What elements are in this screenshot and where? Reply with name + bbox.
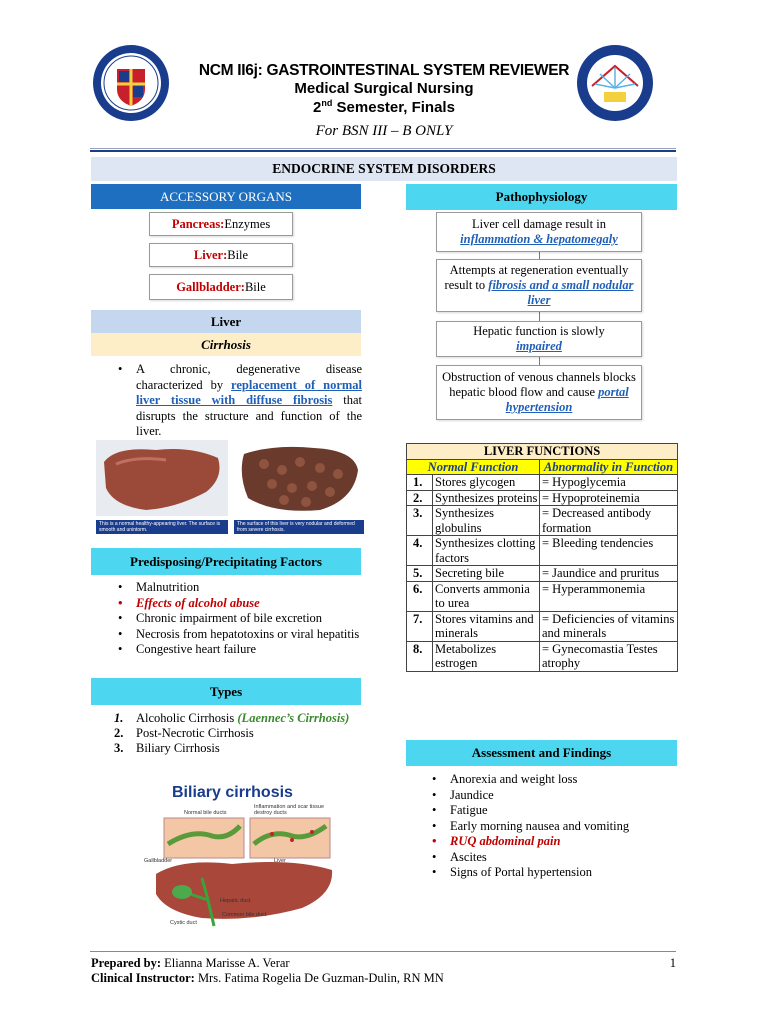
row-function: Stores glycogen bbox=[433, 475, 540, 491]
assessment-item: • Early morning nausea and vomiting bbox=[428, 819, 678, 835]
row-num: 2. bbox=[407, 490, 433, 506]
flow-connector bbox=[539, 252, 540, 259]
row-function: Synthesizes clotting factors bbox=[433, 536, 540, 566]
table-row bbox=[407, 536, 678, 566]
assessment-item: • Signs of Portal hypertension bbox=[428, 865, 678, 881]
cirrhosis-header: Cirrhosis bbox=[91, 333, 361, 356]
row-function: Metabolizes estrogen bbox=[433, 641, 540, 671]
row-num: 1. bbox=[407, 475, 433, 491]
types-list bbox=[114, 711, 364, 756]
inflam-ducts-label: Inflammation and scar tissue destroy ducts bbox=[254, 804, 325, 816]
table-row bbox=[407, 581, 678, 611]
row-abnormality: = Deficiencies of vitamins and minerals bbox=[540, 611, 678, 641]
factor-item: • Malnutrition bbox=[114, 580, 362, 596]
row-function: Synthesizes globulins bbox=[433, 506, 540, 536]
cirrhotic-liver-icon bbox=[234, 440, 364, 516]
flow-connector bbox=[539, 312, 540, 321]
row-num: 7. bbox=[407, 611, 433, 641]
table-row bbox=[407, 611, 678, 641]
col-normal-function: Normal Function bbox=[407, 459, 540, 475]
table-row bbox=[407, 566, 678, 582]
factor-item: • Congestive heart failure bbox=[114, 642, 362, 658]
row-num: 3. bbox=[407, 506, 433, 536]
assessment-item: • Fatigue bbox=[428, 803, 678, 819]
row-function: Secreting bile bbox=[433, 566, 540, 582]
patho-step-2: Attempts at regeneration eventually result to fibrosis and a small nodular liver bbox=[436, 259, 642, 312]
table-title-row bbox=[407, 444, 678, 460]
normal-liver-icon bbox=[96, 440, 228, 516]
type-item: 2. Post-Necrotic Cirrhosis bbox=[114, 726, 254, 740]
row-function: Synthesizes proteins bbox=[433, 490, 540, 506]
assessment-item: • Jaundice bbox=[428, 788, 678, 804]
row-abnormality: = Hypoproteinemia bbox=[540, 490, 678, 506]
hepatic-duct-label: Hepatic duct bbox=[220, 898, 251, 904]
clinical-instructor: Clinical Instructor: Mrs. Fatima Rogelia De Guzman-Dulin, RN MN bbox=[91, 971, 444, 985]
organ-box-pancreas: Pancreas: Enzymes bbox=[149, 212, 293, 236]
audience-line: For BSN III – B ONLY bbox=[315, 123, 453, 139]
accessory-organs-header: ACCESSORY ORGANS bbox=[91, 184, 361, 209]
table-row bbox=[407, 506, 678, 536]
row-num: 6. bbox=[407, 581, 433, 611]
footer-divider bbox=[90, 951, 676, 952]
table-row bbox=[407, 490, 678, 506]
row-function: Stores vitamins and minerals bbox=[433, 611, 540, 641]
table-row bbox=[407, 475, 678, 491]
factor-item: • Necrosis from hepatotoxins or viral hepatitis bbox=[114, 627, 362, 643]
row-num: 5. bbox=[407, 566, 433, 582]
assessment-item: • Anorexia and weight loss bbox=[428, 772, 678, 788]
types-header: Types bbox=[91, 678, 361, 705]
semester-line: 2nd Semester, Finals bbox=[313, 98, 455, 116]
cirrhosis-definition-list bbox=[114, 362, 362, 440]
col-abnormality: Abnormality in Function bbox=[540, 459, 678, 475]
cirrhotic-liver-image bbox=[234, 440, 364, 532]
row-abnormality: = Gynecomastia Testes atrophy bbox=[540, 641, 678, 671]
assessment-list bbox=[428, 772, 678, 881]
organ-box-gallbladder: Gallbladder: Bile bbox=[149, 274, 293, 300]
patho-step-3: Hepatic function is slowly impaired bbox=[436, 321, 642, 357]
assessment-item: • Ascites bbox=[428, 850, 678, 866]
row-abnormality: = Hyperammonemia bbox=[540, 581, 678, 611]
pathophysiology-header: Pathophysiology bbox=[406, 184, 677, 210]
cirrhotic-liver-caption: The surface of this liver is very nodular and deformed from severe cirrhosis. bbox=[234, 520, 364, 534]
liver-header: Liver bbox=[91, 310, 361, 333]
factor-item: • Effects of alcohol abuse bbox=[114, 596, 362, 612]
biliary-cirrhosis-figure bbox=[142, 774, 342, 930]
factor-item: • Chronic impairment of bile excretion bbox=[114, 611, 362, 627]
gallbladder-label: Gallbladder bbox=[144, 858, 173, 864]
assessment-item: • RUQ abdominal pain bbox=[428, 834, 678, 850]
biliary-diagram-icon bbox=[142, 774, 342, 930]
document-title: NCM II6j: GASTROINTESTINAL SYSTEM REVIEWER bbox=[198, 62, 570, 79]
row-num: 4. bbox=[407, 536, 433, 566]
cystic-duct-label: Cystic duct bbox=[170, 920, 197, 926]
patho-step-4: Obstruction of venous channels blocks hepatic blood flow and cause portal hypertension bbox=[436, 365, 642, 420]
common-bile-duct-label: Common bile duct bbox=[222, 912, 267, 918]
header-divider-1 bbox=[90, 148, 676, 149]
document-subtitle: Medical Surgical Nursing bbox=[294, 80, 474, 97]
type-item: 3. Biliary Cirrhosis bbox=[114, 741, 220, 755]
patho-step-1: Liver cell damage result in inflammation & hepatomegaly bbox=[436, 212, 642, 252]
row-abnormality: = Decreased antibody formation bbox=[540, 506, 678, 536]
section-title: ENDOCRINE SYSTEM DISORDERS bbox=[91, 157, 677, 181]
row-abnormality: = Bleeding tendencies bbox=[540, 536, 678, 566]
organ-box-liver: Liver: Bile bbox=[149, 243, 293, 267]
row-num: 8. bbox=[407, 641, 433, 671]
factors-list bbox=[114, 580, 362, 658]
liver-label: Liver bbox=[274, 858, 286, 864]
row-abnormality: = Hypoglycemia bbox=[540, 475, 678, 491]
normal-liver-image bbox=[96, 440, 228, 532]
row-function: Converts ammonia to urea bbox=[433, 581, 540, 611]
biliary-figure-title: Biliary cirrhosis bbox=[172, 784, 293, 801]
normal-liver-caption: This is a normal healthy-appearing liver. The surface is smooth and unintorm. bbox=[96, 520, 228, 534]
header-divider-2 bbox=[90, 150, 676, 152]
ateneo-seal-logo bbox=[92, 44, 170, 122]
cirrhosis-definition: • A chronic, degenerative disease characterized by replacement of normal liver tissue with diffuse fibrosis that disrupts the structure and function of the liver. bbox=[114, 362, 362, 440]
table-row bbox=[407, 641, 678, 671]
row-abnormality: = Jaundice and pruritus bbox=[540, 566, 678, 582]
normal-ducts-label: Normal bile ducts bbox=[184, 810, 227, 816]
type-item: 1. Alcoholic Cirrhosis (Laennec’s Cirrhosis) bbox=[114, 711, 350, 725]
table-title: LIVER FUNCTIONS bbox=[407, 444, 678, 460]
assessment-header: Assessment and Findings bbox=[406, 740, 677, 766]
table-header-row bbox=[407, 459, 678, 475]
page-number: 1 bbox=[669, 956, 676, 970]
prepared-by: Prepared by: Elianna Marisse A. Verar bbox=[91, 956, 290, 970]
liver-functions-table bbox=[406, 443, 678, 672]
factors-header: Predisposing/Precipitating Factors bbox=[91, 548, 361, 575]
flow-connector bbox=[539, 357, 540, 365]
